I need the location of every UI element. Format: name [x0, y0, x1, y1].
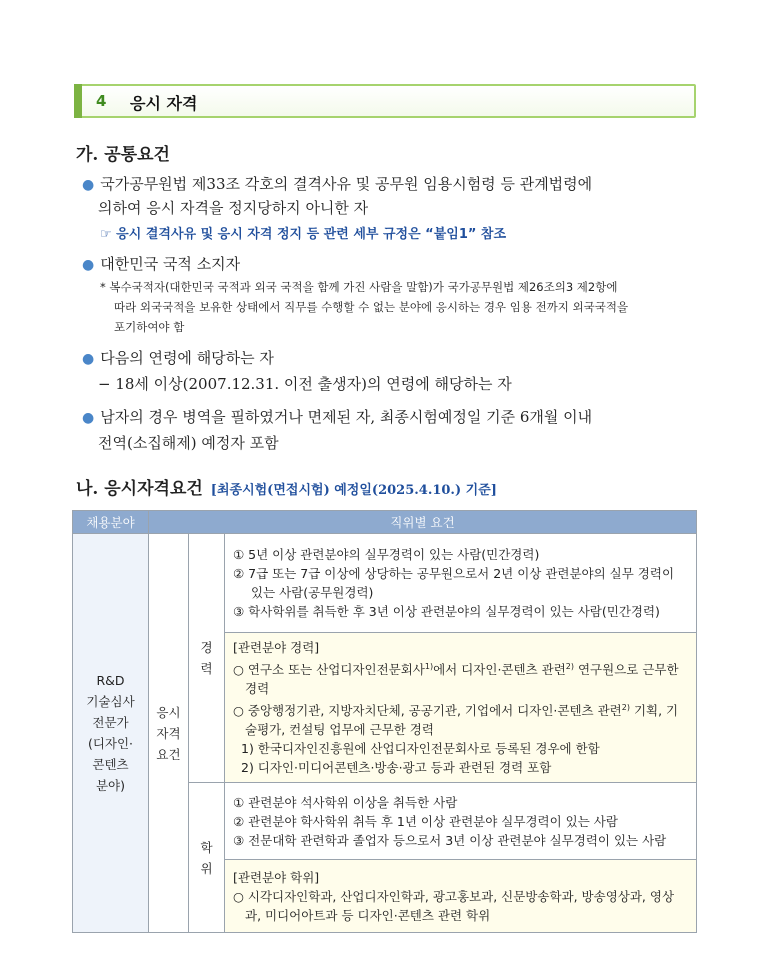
section-header-accent: [74, 84, 82, 118]
degree-items-cell: [225, 783, 697, 860]
career-related-item-1: [233, 657, 688, 698]
bullet-1-line-2: 의하여 응시 자격을 정지당하지 아니한 자: [98, 199, 369, 217]
section-header: [74, 84, 696, 118]
career-label-line: 경: [200, 640, 213, 656]
degree-related-title: [관련분야 학위]: [233, 869, 320, 885]
requirement-label-cell: [149, 534, 189, 933]
degree-item: ② 관련분야 학사학위 취득 후 1년 이상 관련분야 실무경력이 있는 사람: [233, 813, 618, 829]
bullet-1-reference: ☞ 응시 결격사유 및 응시 자격 정지 등 관련 세부 규정은 “붙임1” 참조: [100, 227, 507, 242]
career-related-item-2: [233, 698, 688, 739]
field-line: R&D: [96, 673, 125, 689]
field-line: (디자인·: [87, 736, 134, 752]
common-bullet-4: [82, 405, 592, 430]
degree-related-item: ○ 시각디자인학과, 산업디자인학과, 광고홍보과, 신문방송학과, 방송영상과, 영상과, 미디어아트과 등 디자인·콘텐츠 관련 학위: [233, 888, 675, 923]
career-label-line: 력: [200, 661, 213, 677]
field-cell: [73, 534, 149, 933]
bullet-3-text: 다음의 연령에 해당하는 자: [100, 349, 274, 367]
degree-item: ③ 전문대학 관련학과 졸업자 등으로서 3년 이상 관련분야 실무경력이 있는 사람: [233, 832, 667, 848]
specific-heading-text: 나. 응시자격요건: [76, 479, 203, 499]
bullet-2-note-line-1: * 복수국적자(대한민국 국적과 외국 국적을 함께 가진 사람을 말함)가 국가공무원법 제26조의3 제2항에: [100, 280, 618, 294]
common-heading: 가. 공통요건: [76, 145, 170, 165]
bullet-1-line-1: 국가공무원법 제33조 각호의 결격사유 및 공무원 임용시험령 등 관계법령에: [100, 175, 593, 193]
career-related-cell: [225, 633, 697, 783]
career-related-item-2-part: ○ 중앙행정기관, 지방자치단체, 공공기관, 기업에서 디자인·콘텐츠 관련: [233, 703, 622, 719]
footnote-mark: 1): [424, 662, 434, 671]
section-number: 4: [96, 92, 107, 110]
career-related-item-1-part: 에서 디자인·콘텐츠 관련: [433, 662, 566, 678]
bullet-dot-icon: ●: [82, 410, 95, 426]
field-line: 분야): [95, 778, 126, 794]
career-related-title: [관련분야 경력]: [233, 640, 320, 655]
requirement-line: 응시: [156, 704, 181, 720]
bullet-3-sub: − 18세 이상(2007.12.31. 이전 출생자)의 연령에 해당하는 자: [98, 375, 512, 393]
career-related-note-1: 1) 한국디자인진흥원에 산업디자인전문회사로 등록된 경우에 한함: [241, 741, 600, 757]
degree-label-line: 학: [200, 839, 213, 855]
bullet-4-line-1: 남자의 경우 병역을 필하였거나 면제된 자, 최종시험예정일 기준 6개월 이내: [100, 408, 593, 426]
career-related-note-2: 2) 디자인·미디어콘텐츠·방송·광고 등과 관련된 경력 포함: [241, 760, 552, 776]
degree-related-cell: [225, 860, 697, 933]
field-line: 콘텐츠: [92, 757, 129, 773]
requirements-table: [72, 510, 697, 933]
career-label-cell: [189, 534, 225, 783]
common-bullet-1: [82, 172, 592, 197]
bullet-dot-icon: ●: [82, 351, 95, 367]
bullet-2-note-line-3: 포기하여야 함: [114, 320, 185, 334]
common-bullet-2: [82, 252, 240, 277]
bullet-2-note-line-2: 따라 외국국적을 보유한 상태에서 직무를 수행할 수 없는 분야에 응시하는 경우 임용 전까지 외국국적을: [114, 300, 629, 314]
header-requirements: 직위별 요건: [149, 511, 697, 534]
career-items-cell: [225, 534, 697, 633]
bullet-4-line-2: 전역(소집해제) 예정자 포함: [98, 434, 279, 452]
field-line: 기술심사: [86, 694, 135, 710]
field-line: 전문가: [92, 715, 129, 731]
bullet-dot-icon: ●: [82, 177, 95, 193]
specific-heading-note: [최종시험(면접시험) 예정일(2025.4.10.) 기준]: [210, 483, 497, 498]
degree-item: ① 관련분야 석사학위 이상을 취득한 사람: [233, 794, 458, 810]
common-bullet-3: [82, 346, 274, 371]
degree-label-cell: [189, 783, 225, 933]
footnote-mark: 2): [621, 703, 630, 713]
career-item: ③ 학사학위를 취득한 후 3년 이상 관련분야의 실무경력이 있는 사람(민간경력): [233, 604, 660, 619]
section-title: 응시 자격: [130, 94, 198, 113]
requirement-line: 자격: [156, 725, 181, 741]
footnote-mark: 2): [565, 662, 574, 671]
career-related-item-1-part: 연구원으로 근무한 경력: [245, 662, 679, 697]
career-item: ① 5년 이상 관련분야의 실무경력이 있는 사람(민간경력): [233, 547, 540, 562]
bullet-dot-icon: ●: [82, 257, 95, 273]
specific-heading: [76, 474, 497, 499]
bullet-2-text: 대한민국 국적 소지자: [100, 255, 241, 273]
degree-label-line: 위: [200, 860, 213, 876]
career-item: ② 7급 또는 7급 이상에 상당하는 공무원으로서 2년 이상 관련분야의 실무 경력이 있는 사람(공무원경력): [233, 566, 675, 600]
career-related-item-2-part: 기획, 기술평가, 컨설팅 업무에 근무한 경력: [245, 703, 679, 738]
career-related-item-1-part: ○ 연구소 또는 산업디자인전문회사: [233, 662, 425, 678]
requirement-line: 요건: [156, 746, 181, 762]
header-field: 채용분야: [73, 511, 149, 534]
